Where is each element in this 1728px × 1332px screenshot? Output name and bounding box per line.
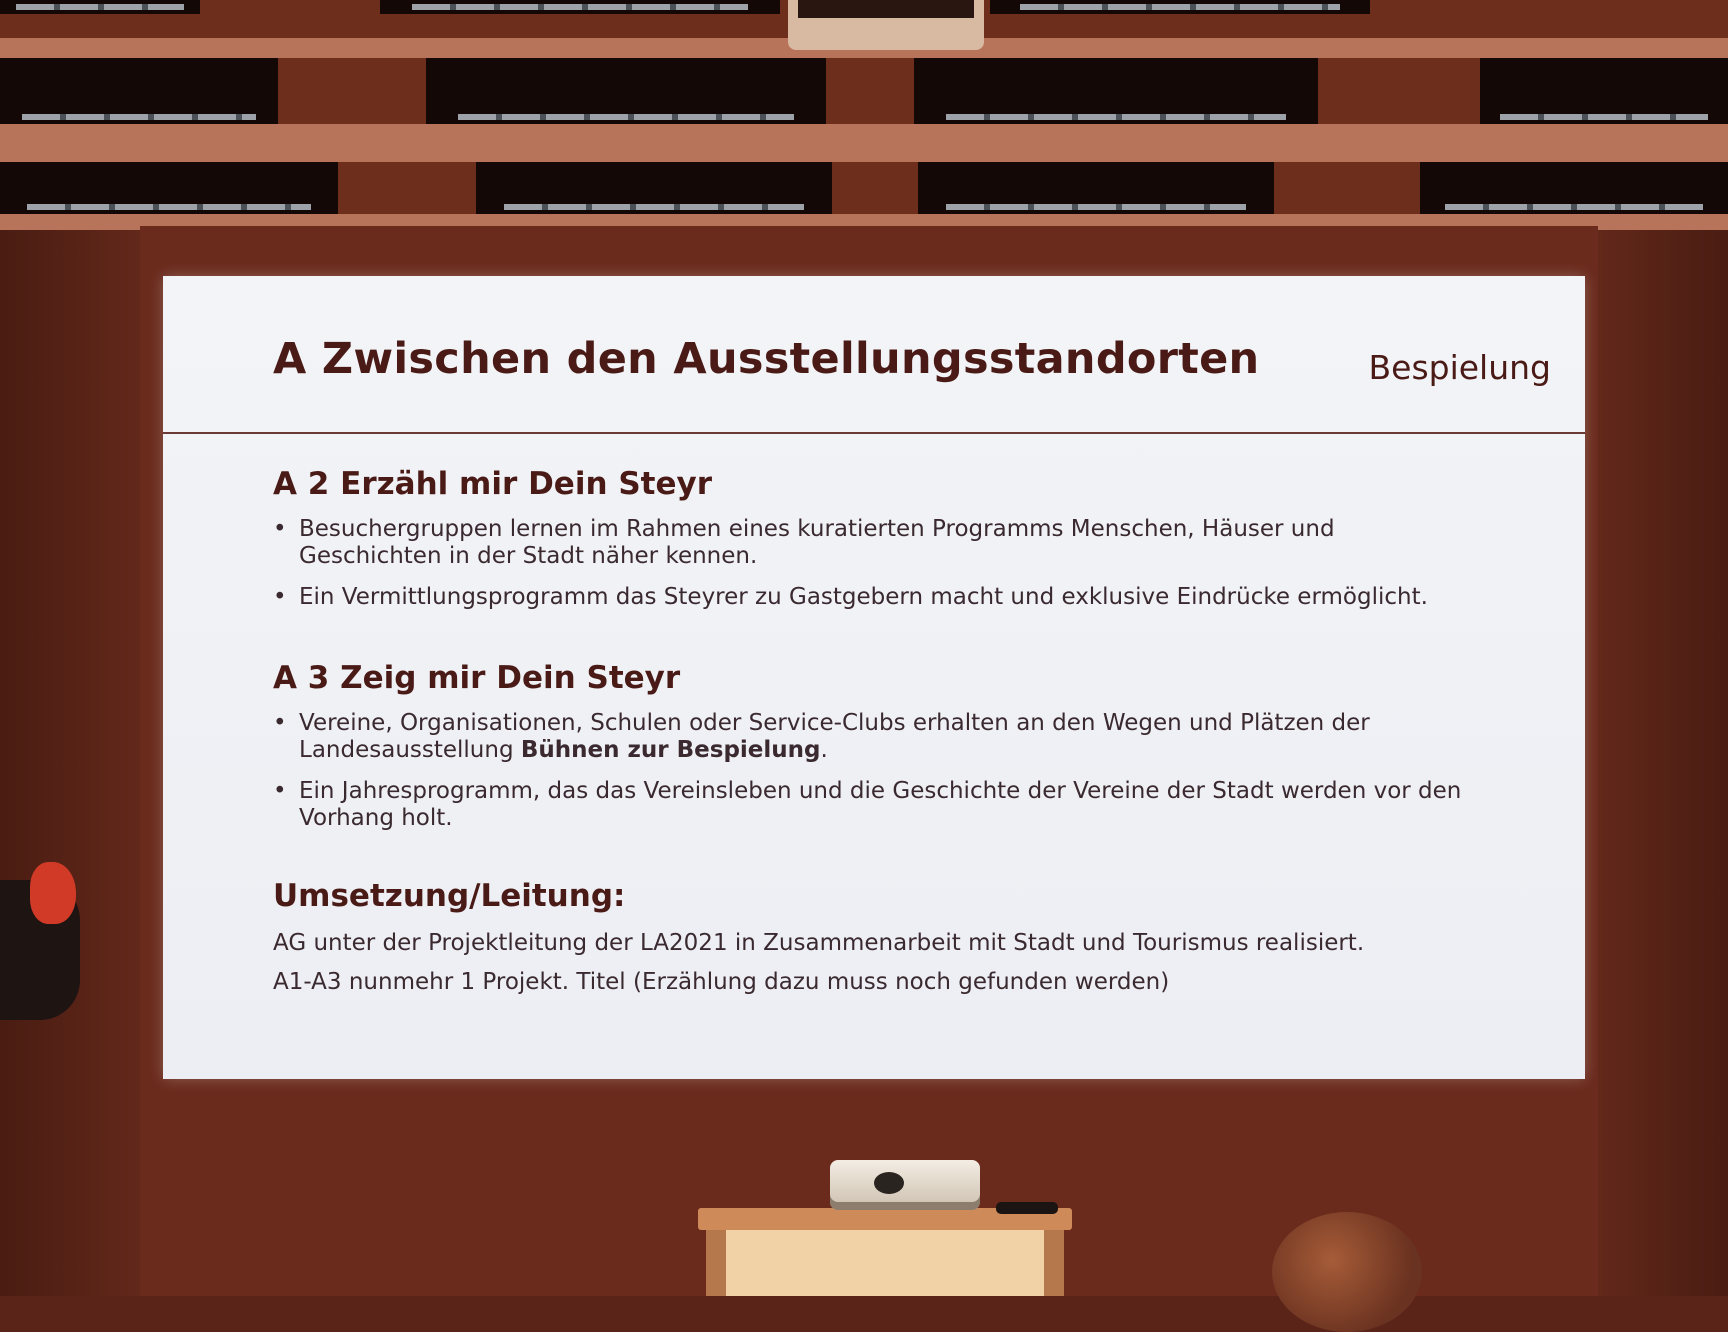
title-divider (163, 432, 1585, 434)
bullet-item (271, 710, 1471, 764)
section-heading-a2: A 2 Erzähl mir Dein Steyr (273, 466, 712, 502)
ceiling-light-recess (0, 0, 200, 14)
bullet-item: • Besuchergruppen lernen im Rahmen eines kuratierten Programms Menschen, Häuser und Geschichten in der Stadt näher kennen. (271, 516, 1471, 570)
ceiling-light-recess (0, 162, 338, 214)
umsetzung-line: A1-A3 nunmehr 1 Projekt. Titel (Erzählung dazu muss noch gefunden werden) (273, 969, 1170, 995)
ceiling-light-recess (1420, 162, 1728, 214)
ceiling-beam (0, 124, 1728, 162)
ceiling-projector-mount (788, 0, 984, 50)
ceiling (0, 0, 1728, 230)
ceiling-light-recess (990, 0, 1370, 14)
ceiling-light-recess (426, 58, 826, 124)
bullet-list-a2 (271, 516, 1471, 625)
remote-control (996, 1202, 1058, 1214)
table-apron (706, 1230, 1064, 1296)
bullet-bold-text: Bühnen zur Bespielung (520, 737, 821, 763)
bullet-text: . (820, 737, 828, 763)
ceiling-light-recess (476, 162, 832, 214)
bullet-item: • Ein Jahresprogramm, das das Vereinsleben und die Geschichte der Vereine der Stadt werden vor den Vorhang holt. (271, 778, 1471, 832)
section-heading-umsetzung: Umsetzung/Leitung: (273, 878, 626, 914)
table-leg (1044, 1230, 1064, 1296)
presenter-hand (30, 862, 76, 924)
bullet-text: Vereine, Organisationen, Schulen oder Service-Clubs erhalten an den Wegen und Plätzen der Landesausstellung (299, 710, 1370, 763)
slide-section-tag: Bespielung (1368, 348, 1551, 387)
left-wall (0, 230, 140, 1296)
section-heading-a3: A 3 Zeig mir Dein Steyr (273, 660, 681, 696)
ceiling-light-recess (0, 58, 278, 124)
ceiling-light-recess (1480, 58, 1728, 124)
audience-head (1272, 1212, 1422, 1332)
ceiling-light-recess (918, 162, 1274, 214)
slide-title: A Zwischen den Ausstellungsstandorten (273, 334, 1260, 384)
bullet-list-a3 (271, 710, 1471, 846)
projector (830, 1160, 980, 1210)
table-leg (706, 1230, 726, 1296)
projected-slide (163, 276, 1585, 1079)
bullet-item: • Ein Vermittlungsprogramm das Steyrer zu Gastgebern macht und exklusive Eindrücke ermöglicht. (271, 584, 1471, 611)
projector-lens (874, 1172, 904, 1194)
ceiling-light-recess (914, 58, 1318, 124)
umsetzung-line: AG unter der Projektleitung der LA2021 in Zusammenarbeit mit Stadt und Tourismus realisiert. (273, 930, 1365, 956)
right-wall (1598, 230, 1728, 1296)
ceiling-light-recess (380, 0, 780, 14)
